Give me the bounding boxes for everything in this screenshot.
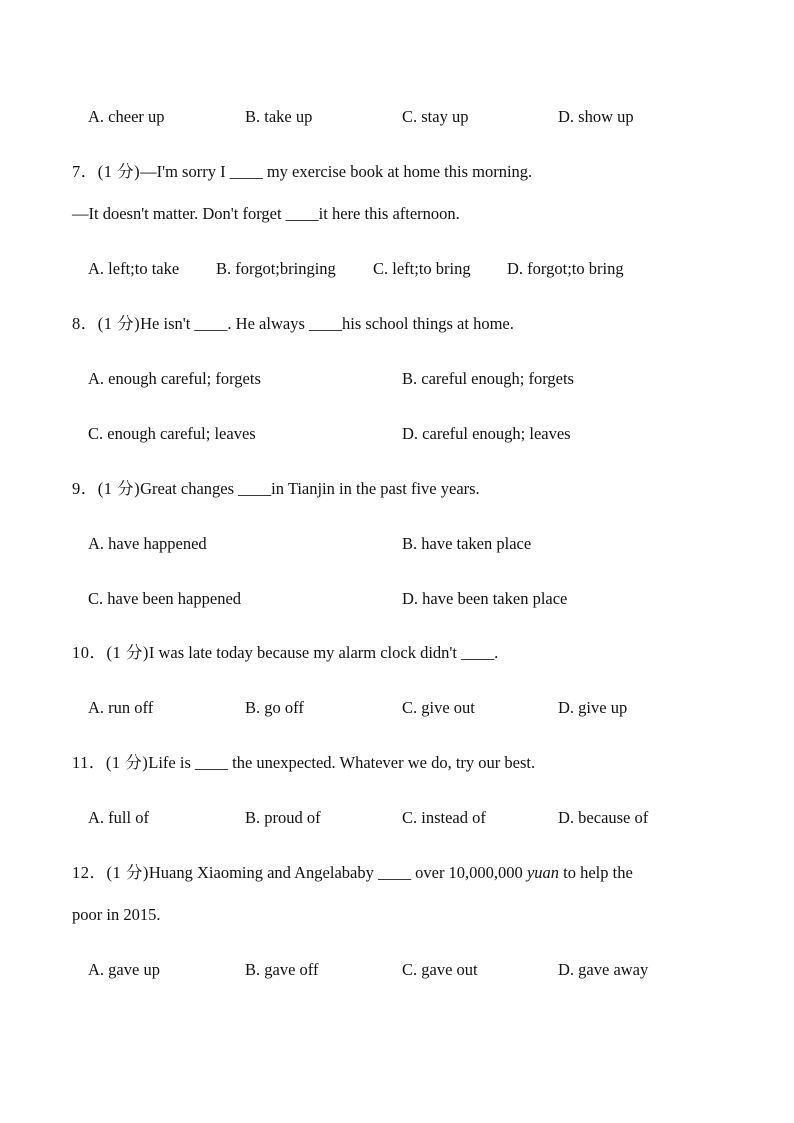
q9-stem xyxy=(72,479,480,499)
q11-option-d: D. because of xyxy=(558,808,649,827)
q11-stem xyxy=(72,753,535,773)
q11-option-a: A. full of xyxy=(88,808,149,827)
q11-option-c: C. instead of xyxy=(402,808,486,827)
q6-option-d: D. show up xyxy=(558,107,634,126)
q8-option-c: C. enough careful; leaves xyxy=(88,424,256,443)
q7-number: 7．(1 分) xyxy=(72,162,141,181)
q12-stem xyxy=(72,863,633,883)
q9-option-b: B. have taken place xyxy=(402,534,532,553)
q9-line1: Great changes ____in Tianjin in the past five years. xyxy=(140,479,480,498)
q9-number: 9．(1 分) xyxy=(72,479,141,498)
q9-option-a: A. have happened xyxy=(88,534,207,553)
q7-stem xyxy=(72,162,532,182)
q12-number: 12．(1 分) xyxy=(72,863,149,882)
q9-option-c: C. have been happened xyxy=(88,589,242,608)
q7-option-a: A. left;to take xyxy=(88,259,180,278)
q7-option-d: D. forgot;to bring xyxy=(507,259,624,278)
q10-option-a: A. run off xyxy=(88,698,154,717)
q12-option-d: D. gave away xyxy=(558,960,649,979)
q10-line1: I was late today because my alarm clock didn't ____. xyxy=(148,643,499,662)
q6-option-b: B. take up xyxy=(245,107,313,126)
q9-option-d: D. have been taken place xyxy=(402,589,568,608)
q7-option-b: B. forgot;bringing xyxy=(216,259,336,278)
q8-number: 8．(1 分) xyxy=(72,314,141,333)
q11-option-b: B. proud of xyxy=(245,808,321,827)
q7-line2: —It doesn't matter. Don't forget ____it here this afternoon. xyxy=(72,204,460,223)
q10-option-b: B. go off xyxy=(245,698,304,717)
q8-option-b: B. careful enough; forgets xyxy=(402,369,574,388)
q10-option-c: C. give out xyxy=(402,698,475,717)
q12-line1-italic: yuan xyxy=(526,863,560,882)
q12-line2: poor in 2015. xyxy=(72,905,161,924)
q12-option-a: A. gave up xyxy=(88,960,160,979)
q10-number: 10．(1 分) xyxy=(72,643,149,662)
q8-option-d: D. careful enough; leaves xyxy=(402,424,571,443)
q8-option-a: A. enough careful; forgets xyxy=(88,369,261,388)
q12-option-c: C. gave out xyxy=(402,960,478,979)
q7-option-c: C. left;to bring xyxy=(373,259,471,278)
q6-option-a: A. cheer up xyxy=(88,107,165,126)
q6-option-c: C. stay up xyxy=(402,107,469,126)
q12-line1-before: Huang Xiaoming and Angelababy ____ over 10,000,000 xyxy=(148,863,527,882)
q12-option-b: B. gave off xyxy=(245,960,319,979)
q10-option-d: D. give up xyxy=(558,698,628,717)
q8-line1: He isn't ____. He always ____his school things at home. xyxy=(140,314,514,333)
q10-stem xyxy=(72,643,498,663)
q11-line1: Life is ____ the unexpected. Whatever we do, try our best. xyxy=(148,753,536,772)
q11-number: 11．(1 分) xyxy=(72,753,149,772)
q8-stem xyxy=(72,314,514,334)
q7-line1: —I'm sorry I ____ my exercise book at home this morning. xyxy=(140,162,533,181)
q12-line1-after: to help the xyxy=(559,863,633,882)
